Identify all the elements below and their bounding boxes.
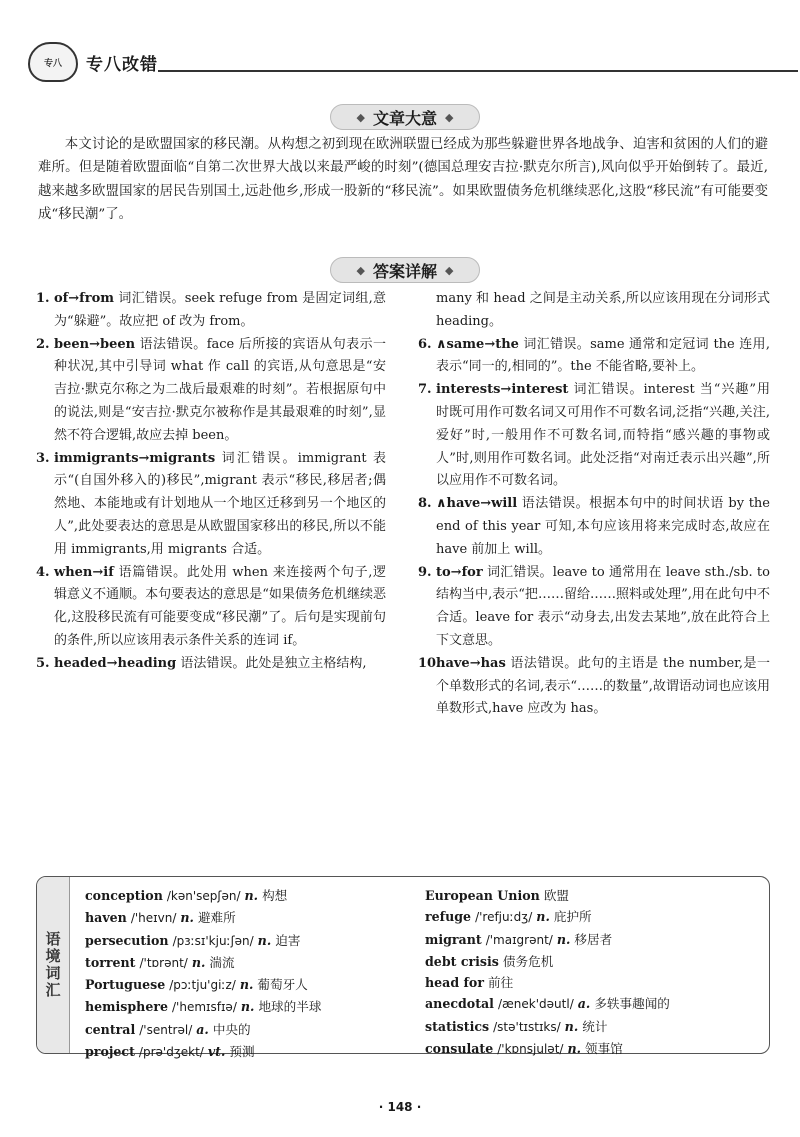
answer-number: 7. [418, 382, 432, 398]
vocab-phonetic: /'maɪgrənt/ [485, 932, 553, 947]
vocab-pos: n. [239, 977, 254, 993]
answer-correction: ∧have→will [436, 496, 518, 512]
vocab-phonetic: /'hemɪsfɪə/ [172, 1000, 237, 1015]
answer-item [418, 334, 770, 380]
answer-item [36, 448, 386, 562]
vocab-word: European Union [425, 888, 540, 903]
vocab-phonetic: /'kɒnsjulət/ [497, 1042, 564, 1057]
vocab-meaning: 移居者 [574, 931, 613, 947]
vocab-pos: n. [180, 910, 194, 926]
vocab-meaning: 地球的半球 [258, 999, 322, 1015]
vocab-meaning: 构想 [262, 888, 288, 903]
answer-correction: have→has [436, 655, 506, 671]
answer-number: 2. [36, 336, 50, 352]
answer-correction: of→from [54, 291, 115, 306]
vocabulary-right-column [425, 885, 765, 1060]
answer-number: 9. [418, 564, 432, 580]
vocab-entry [85, 952, 415, 974]
header-divider [158, 70, 798, 72]
vocab-word: Portuguese [85, 977, 166, 993]
vocab-entry [425, 972, 765, 993]
vocab-pos: vt. [207, 1044, 226, 1060]
vocab-meaning: 前往 [488, 975, 514, 991]
answer-number: 6. [418, 336, 432, 352]
vocab-entry [425, 993, 765, 1015]
diamond-icon: ◆ [445, 263, 454, 277]
vocab-word: persecution [85, 932, 169, 948]
vocab-meaning: 债务危机 [502, 953, 554, 969]
answer-number: 10. [418, 655, 441, 671]
series-logo [28, 42, 78, 82]
vocab-entry [85, 1019, 415, 1041]
answer-explanation: 词汇错误。immigrant 表示“(自国外移入的)移民”,migrant 表示“移民,移居者;偶然地、本能地或有计划地从一个地区迁移到另一个地区的人”,此处要表达的意思是从欧盟国家移出的移民,所以不能用 immigrants,用 migrants 合适。 [54, 450, 386, 557]
vocab-pos: a. [577, 996, 591, 1012]
answers-right-column [418, 288, 770, 721]
answer-explanation: 词汇错误。interest 当“兴趣”用时既可用作可数名词又可用作不可数名词,泛指“兴趣,关注,爱好”时,一般用作不可数名词,而特指“感兴趣的事物或人”时,则用作可数名词。此处泛指“对南迁表示出兴趣”,所以应用作不可数名词。 [436, 382, 770, 489]
vocab-meaning: 湍流 [209, 954, 235, 970]
vocab-entry [85, 907, 415, 929]
answer-item [36, 288, 386, 334]
vocab-phonetic: /ænek'dəutl/ [497, 997, 574, 1012]
vocabulary-left-column [85, 885, 415, 1063]
answer-explanation: 语法错误。根据本句中的时间状语 by the end of this year 可知,本句应该用将来完成时态,故应在 have 前加上 will。 [436, 496, 770, 557]
vocab-phonetic: /'sentrəl/ [139, 1022, 193, 1037]
vocab-word: migrant [425, 931, 482, 947]
vocab-entry [85, 885, 415, 907]
vocab-pos: n. [564, 1018, 579, 1034]
answer-number: 3. [36, 450, 50, 466]
answer-correction: ∧same→the [436, 336, 519, 352]
answer-number: 1. [36, 291, 50, 306]
vocab-entry [85, 974, 415, 996]
vocab-phonetic: /pɔːtju'giːz/ [169, 978, 236, 993]
vocab-pos: n. [191, 954, 206, 970]
answer-explanation: 词汇错误。leave to 通常用在 leave sth./sb. to 结构当中,表示“把……留给……照料或处理”,用在此句中不合适。leave for 表示“动身去,出发去某地”,放在此符合上下文意思。 [436, 564, 770, 648]
section-title: 专八改错 [86, 55, 158, 75]
answer-correction: immigrants→migrants [54, 450, 216, 466]
answers-left-column [36, 288, 386, 676]
vocab-pos: n. [244, 888, 259, 903]
vocab-pos: n. [567, 1041, 581, 1057]
vocab-word: consulate [425, 1041, 494, 1057]
vocab-meaning: 预测 [229, 1044, 255, 1060]
answer-explanation: 语法错误。此句的主语是 the number,是一个单数形式的名词,表示“……的数量”,故谓语动词也应该用单数形式,have 应改为 has。 [436, 655, 770, 717]
vocab-pos: n. [257, 932, 272, 948]
vocab-entry [425, 1016, 765, 1038]
vocab-word: torrent [85, 954, 136, 970]
vocab-phonetic: /'refjuːdʒ/ [475, 910, 533, 925]
vocabulary-box [36, 876, 770, 1060]
answer-item [418, 493, 770, 561]
answer-explanation: 语法错误。此处是独立主格结构, [176, 655, 367, 671]
vocab-word: haven [85, 910, 127, 926]
answer-correction: interests→interest [436, 382, 569, 398]
answer-number: 8. [418, 496, 432, 512]
vocab-meaning: 领事馆 [585, 1041, 623, 1057]
answer-item [418, 653, 770, 721]
answer-number: 5. [36, 655, 50, 671]
answer-explanation: 词汇错误。same 通常和定冠词 the 连用,表示“同一的,相同的”。the 不能省略,要补上。 [436, 336, 770, 375]
vocab-meaning: 中央的 [212, 1021, 251, 1037]
vocab-phonetic: /'tɒrənt/ [139, 955, 188, 970]
summary-heading-banner [330, 104, 480, 130]
vocab-meaning: 统计 [582, 1018, 608, 1034]
diamond-icon: ◆ [445, 110, 454, 124]
answer-continuation: many 和 head 之间是主动关系,所以应该用现在分词形式 heading。 [436, 291, 770, 329]
vocab-word: hemisphere [85, 999, 168, 1015]
vocab-word: central [85, 1021, 136, 1037]
vocab-entry [85, 1041, 415, 1063]
vocab-pos: n. [556, 931, 571, 947]
answers-heading: 答案详解 [372, 261, 437, 281]
vocab-phonetic: /prə'dʒekt/ [138, 1045, 204, 1060]
answer-correction: when→if [54, 564, 114, 580]
diamond-icon: ◆ [356, 110, 365, 124]
answer-item [36, 653, 386, 676]
vocab-entry [425, 906, 765, 928]
vocab-meaning: 避难所 [197, 910, 236, 926]
answer-correction: to→for [436, 564, 483, 580]
vocab-entry [85, 996, 415, 1018]
vocab-pos: n. [240, 999, 255, 1015]
vocab-phonetic: /pɜːsɪ'kjuːʃən/ [172, 933, 254, 948]
answer-item [36, 334, 386, 448]
vocab-meaning: 迫害 [275, 932, 301, 948]
answer-item [418, 562, 770, 653]
vocabulary-tab-label: 语境词汇 [43, 931, 62, 999]
vocab-entry [425, 951, 765, 972]
diamond-icon: ◆ [356, 263, 365, 277]
vocab-word: conception [85, 888, 163, 903]
vocab-phonetic: /kən'sepʃən/ [166, 889, 241, 903]
vocabulary-tab [37, 877, 70, 1053]
page-number: · 148 · [378, 1100, 422, 1114]
vocab-word: anecdotal [425, 996, 494, 1012]
summary-heading: 文章大意 [372, 108, 437, 128]
vocab-word: debt crisis [425, 953, 499, 969]
vocab-entry [425, 885, 765, 906]
vocab-entry [425, 1038, 765, 1060]
vocab-entry [85, 930, 415, 952]
vocab-meaning: 庇护所 [553, 909, 592, 925]
vocab-word: refuge [425, 909, 472, 925]
vocab-word: statistics [425, 1018, 490, 1034]
vocab-entry [425, 929, 765, 951]
vocab-word: project [85, 1044, 135, 1060]
vocab-pos: a. [196, 1021, 209, 1037]
summary-paragraph: 本文讨论的是欧盟国家的移民潮。从构想之初到现在欧洲联盟已经成为那些躲避世界各地战争、迫害和贫困的人们的避难所。但是随着欧盟面临“自第二次世界大战以来最严峻的时刻”(德国总理安吉拉·默克尔所言),风向似乎开始倒转了。最近,越来越多欧盟国家的居民告别国土,远赴他乡,形成一股新的“移民流”。如果欧盟债务危机继续恶化,这股“移民流”有可能要变成“移民潮”了。 [38, 137, 768, 222]
answer-explanation: 语篇错误。此处用 when 来连接两个句子,逻辑意义不通顺。本句要表达的意思是“如果债务危机继续恶化,这股移民流有可能要变成“移民潮”了。后句是实现前句的条件,所以应该用表示条件关系的连词 if。 [54, 564, 386, 648]
answer-correction: headed→heading [54, 655, 177, 671]
vocab-phonetic: /stə'tɪstɪks/ [493, 1019, 561, 1034]
answer-number: 4. [36, 564, 50, 580]
answer-explanation: 语法错误。face 后所接的宾语从句表示一种状况,其中引导词 what 作 call 的宾语,从句意思是“安吉拉·默克尔称之为二战后最艰难的时刻”。若根据原句中的说法,则是“安吉拉·默克尔被称作是其最艰难的时刻”,显然不符合逻辑,故应去掉 been。 [54, 336, 386, 443]
answers-heading-banner [330, 257, 480, 283]
answer-item [418, 379, 770, 493]
vocab-word: head for [425, 975, 484, 991]
answer-explanation: 词汇错误。seek refuge from 是固定词组,意为“躲避”。故应把 of 改为 from。 [54, 291, 386, 329]
page-header [28, 42, 768, 82]
answer-item [36, 562, 386, 653]
vocab-meaning: 欧盟 [543, 888, 569, 903]
vocab-pos: n. [536, 909, 550, 925]
answer-correction: been→been [54, 336, 136, 352]
vocab-meaning: 葡萄牙人 [257, 977, 308, 993]
logo-text: 专八 [43, 58, 62, 69]
vocab-meaning: 多轶事趣闻的 [594, 996, 670, 1012]
vocab-phonetic: /'heɪvn/ [130, 911, 177, 926]
